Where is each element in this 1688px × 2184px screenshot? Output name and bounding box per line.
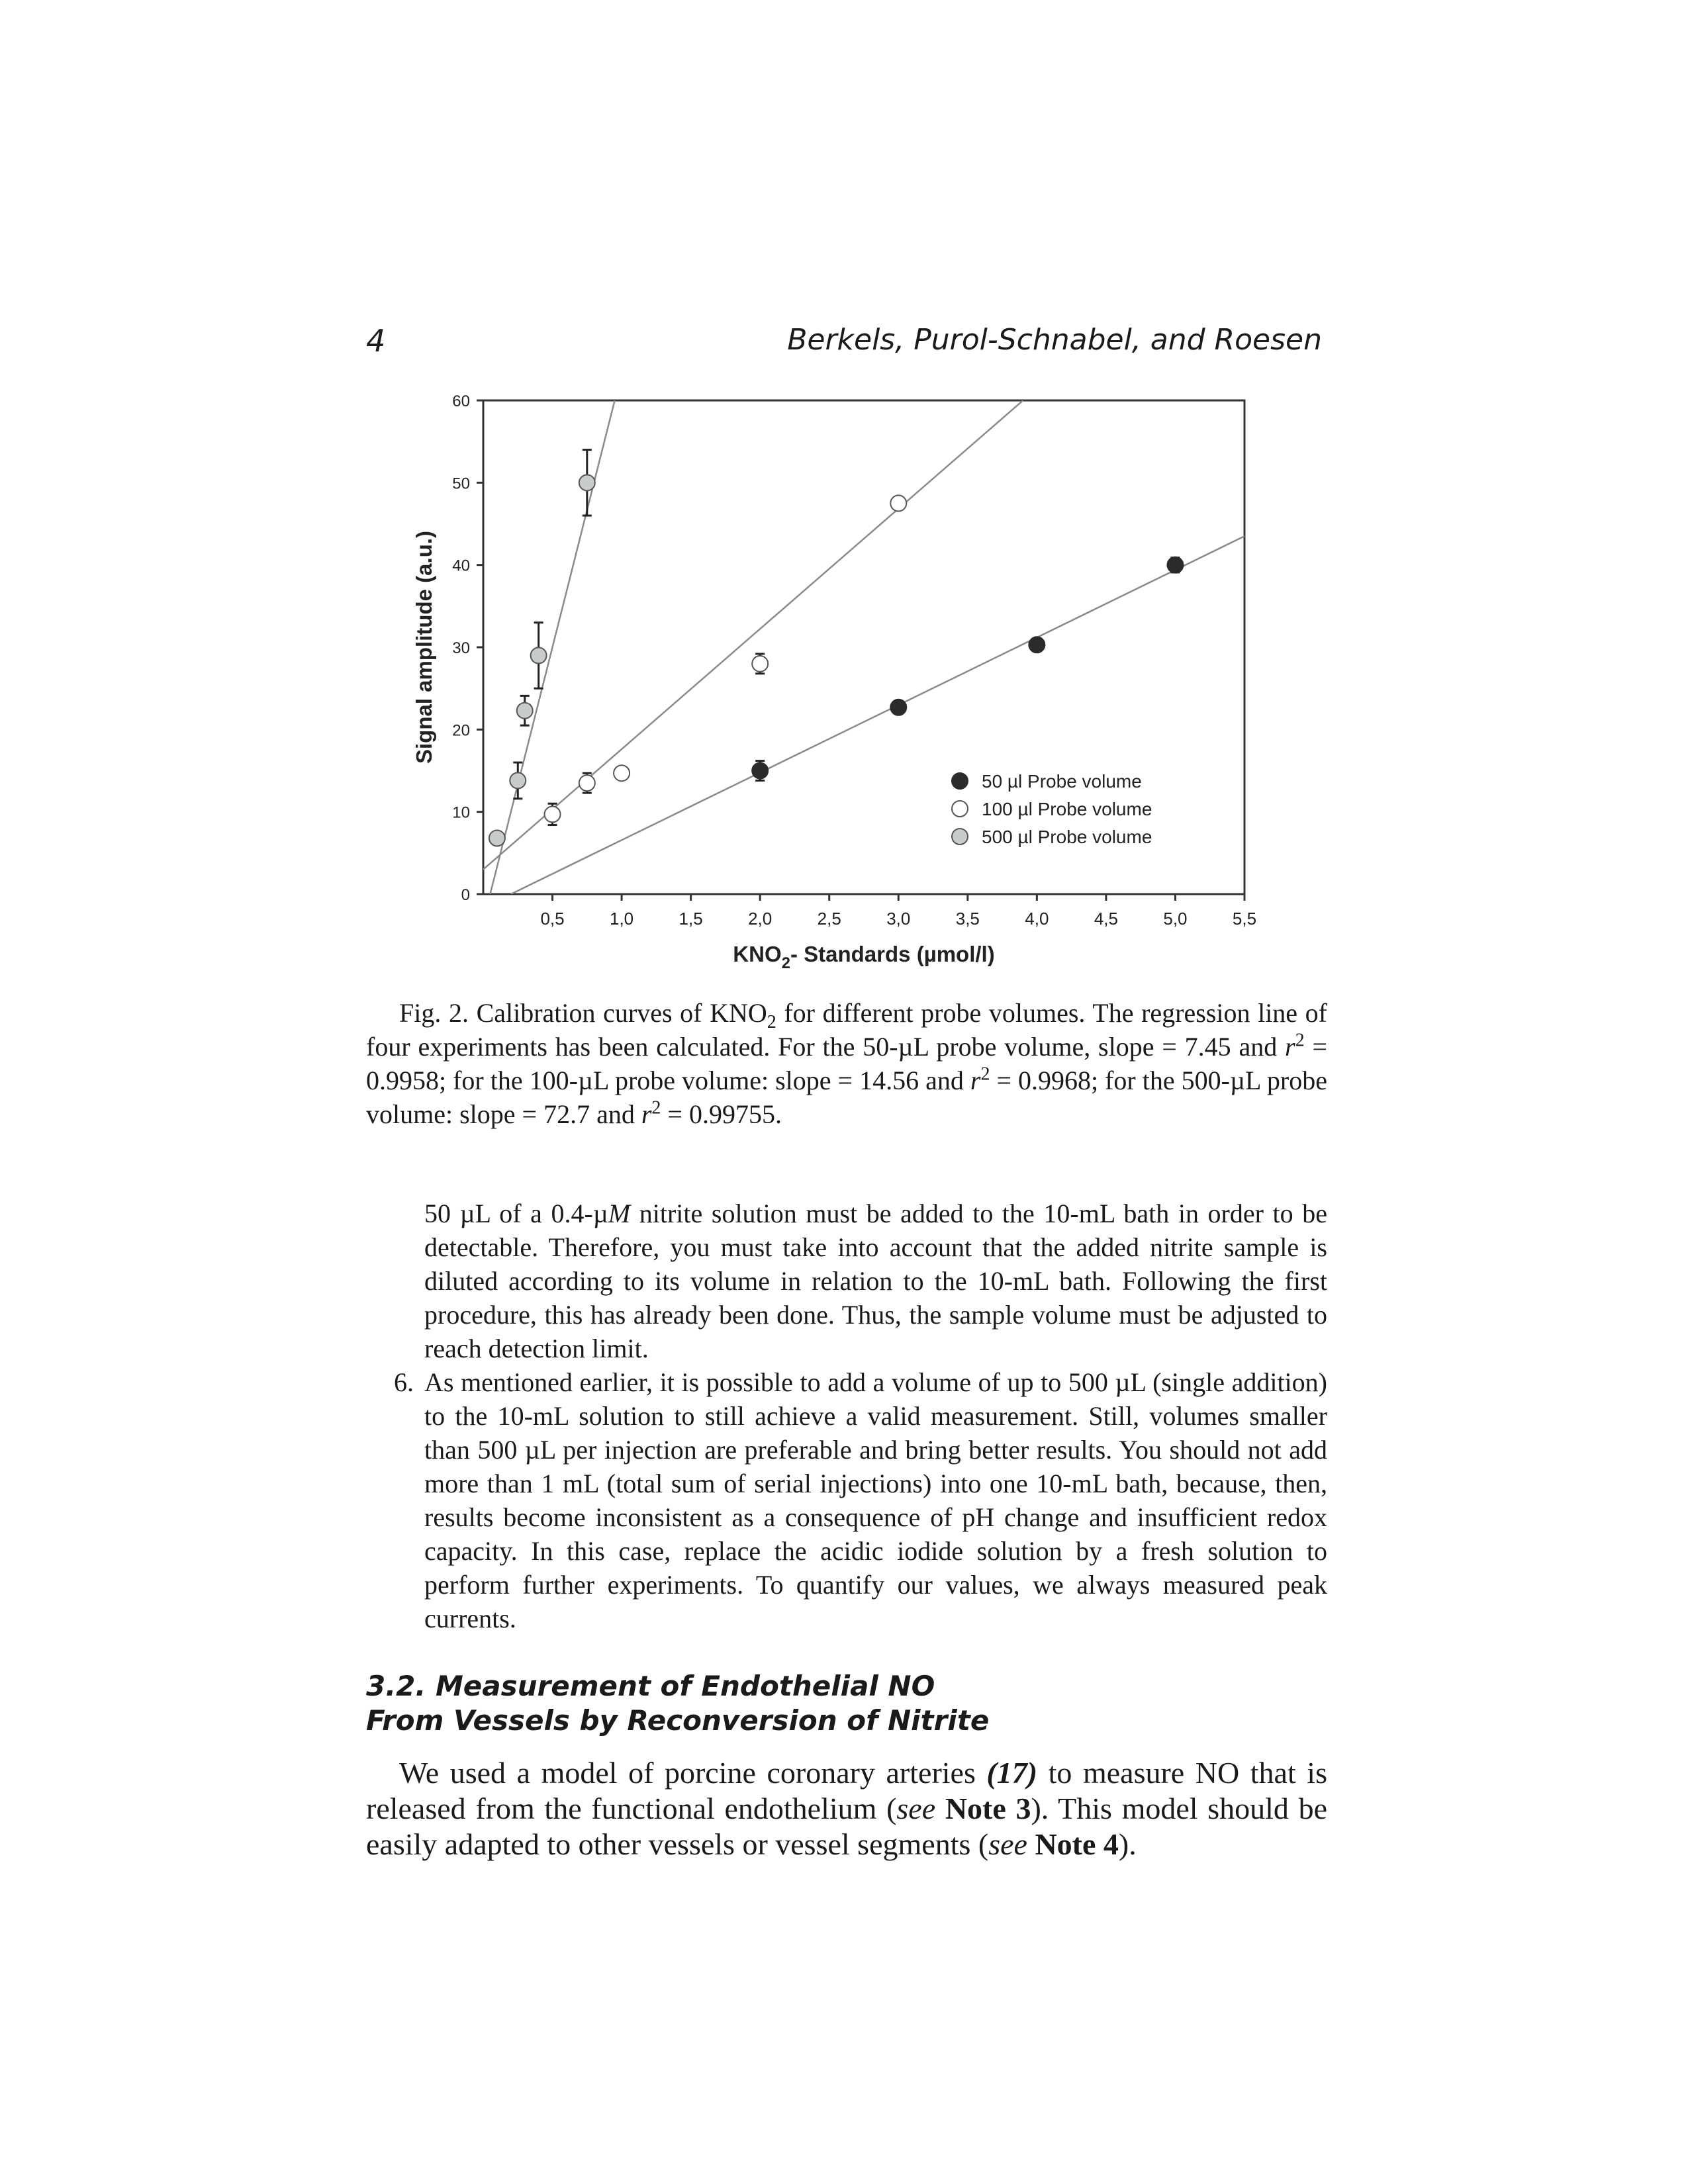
data-point [510,772,526,788]
x-axis-label-main: KNO [733,942,782,966]
y-tick-label: 30 [452,639,470,657]
data-point [489,830,505,846]
reference-17: (17) [986,1756,1038,1790]
data-point [752,763,768,779]
y-tick-label: 40 [452,557,470,575]
section-heading [366,1669,989,1738]
note-3-ref: Note 3 [945,1792,1031,1825]
calibration-chart [397,381,1284,979]
procedure-list [366,1197,1327,1635]
section-text-a: We used a model of porcine coronary arteries [399,1756,987,1790]
legend-marker [952,773,968,789]
y-tick-label: 10 [452,803,470,822]
y-tick-label: 20 [452,721,470,740]
caption-text-4: = 0.9968; for the 500-µL probe volume: slope = 72.7 and [366,1066,1328,1129]
data-point [752,656,768,672]
x-axis-label-rest: - Standards (µmol/l) [790,942,995,966]
x-tick-label: 3,5 [955,909,980,929]
cont-text-a: 50 µL of a 0.4-µ [424,1199,608,1228]
data-point [1029,637,1045,653]
list-item [366,1365,1327,1635]
section-text-c: ). This model should be easily adapted to other vessels or vessel segments ( [366,1792,1327,1861]
caption-text-2: for different probe volumes. The regression line of four experiments has been calculated. For the 50-µL probe volume, slope = 7.45 and [366,998,1327,1062]
caption-r-squared: 2 [980,1064,990,1085]
caption-r-symbol: r [641,1099,652,1129]
data-point [614,765,630,781]
note-4-ref: Note 4 [1035,1827,1119,1861]
x-tick-label: 3,0 [886,909,911,929]
see-word-1: see [896,1792,936,1825]
caption-r-symbol: r [1285,1032,1295,1062]
y-tick-label: 0 [461,886,470,904]
caption-r-squared: 2 [651,1097,661,1118]
legend-label: 50 µl Probe volume [982,771,1142,792]
y-tick-label: 50 [452,475,470,493]
data-point [517,703,533,719]
section-text-d: ). [1118,1827,1137,1861]
data-point [545,806,561,822]
x-axis-label [733,942,994,972]
caption-sub-2: 2 [767,1012,776,1032]
data-point [579,475,595,490]
regression-line [483,400,1023,870]
data-point [531,647,547,663]
cont-text-b: nitrite solution must be added to the 10-mL bath in order to be detectable. Therefore, you must take into account that the added nitrite sample is diluted according to its volume in relation to the 10-mL bath. Following the first procedure, this has already been done. Thus, the sample volume must be adjusted to reach detection limit. [424,1199,1328,1363]
caption-label: Fig. 2. [399,998,469,1028]
section-text-b: to measure NO that is released from the functional endothelium ( [366,1756,1327,1825]
x-tick-label: 5,5 [1232,909,1257,929]
data-point [1167,557,1183,573]
x-tick-label: 2,5 [817,909,841,929]
data-point [890,495,906,511]
x-tick-label: 5,0 [1163,909,1188,929]
caption-text-1: Calibration curves of KNO [468,998,767,1028]
data-point [579,775,595,791]
running-head: Berkels, Purol-Schnabel, and Roesen [787,323,1322,357]
legend-label: 500 µl Probe volume [982,827,1152,847]
x-axis-label-sub: 2 [781,954,790,972]
cont-molar-unit: M [608,1199,631,1228]
section-heading-line-1: 3.2. Measurement of Endothelial NO [366,1670,935,1702]
x-tick-label: 0,5 [540,909,565,929]
plot-frame [483,400,1244,894]
caption-r-squared: 2 [1295,1030,1305,1051]
caption-r-symbol: r [970,1066,981,1095]
legend-marker [952,801,968,817]
x-tick-label: 2,0 [748,909,773,929]
section-paragraph [366,1755,1327,1862]
x-tick-label: 4,5 [1094,909,1118,929]
section-heading-line-2: From Vessels by Reconversion of Nitrite [366,1704,990,1737]
data-point [890,700,906,715]
page-number: 4 [366,323,386,359]
list-item-number: 6. [394,1367,414,1397]
x-tick-label: 1,5 [679,909,703,929]
y-tick-label: 60 [452,392,470,410]
y-axis-label: Signal amplitude (a.u.) [412,530,436,764]
legend-label: 100 µl Probe volume [982,799,1152,819]
figure-caption [366,996,1327,1131]
x-tick-label: 1,0 [610,909,634,929]
x-tick-label: 4,0 [1025,909,1049,929]
caption-text-5: = 0.99755. [661,1099,782,1129]
see-word-2: see [988,1827,1027,1861]
list-item-continuation [424,1197,1327,1365]
list-item-text: As mentioned earlier, it is possible to add a volume of up to 500 µL (single addition) to the 10-mL solution to still achieve a valid measurement. Still, volumes smaller than 500 µL per injection are preferable and bring better results. You should not add more than 1 mL (total sum of serial injections) into one 10-mL bath, because, then, results become inconsistent as a consequence of pH change and insufficient redox capacity. In this case, replace the acidic iodide solution by a fresh solution to perform further experiments. To quantify our values, we always measured peak currents. [424,1367,1327,1633]
caption-text-3: = 0.9958; for the 100-µL probe volume: slope = 14.56 and [366,1032,1327,1095]
legend-marker [952,829,968,844]
